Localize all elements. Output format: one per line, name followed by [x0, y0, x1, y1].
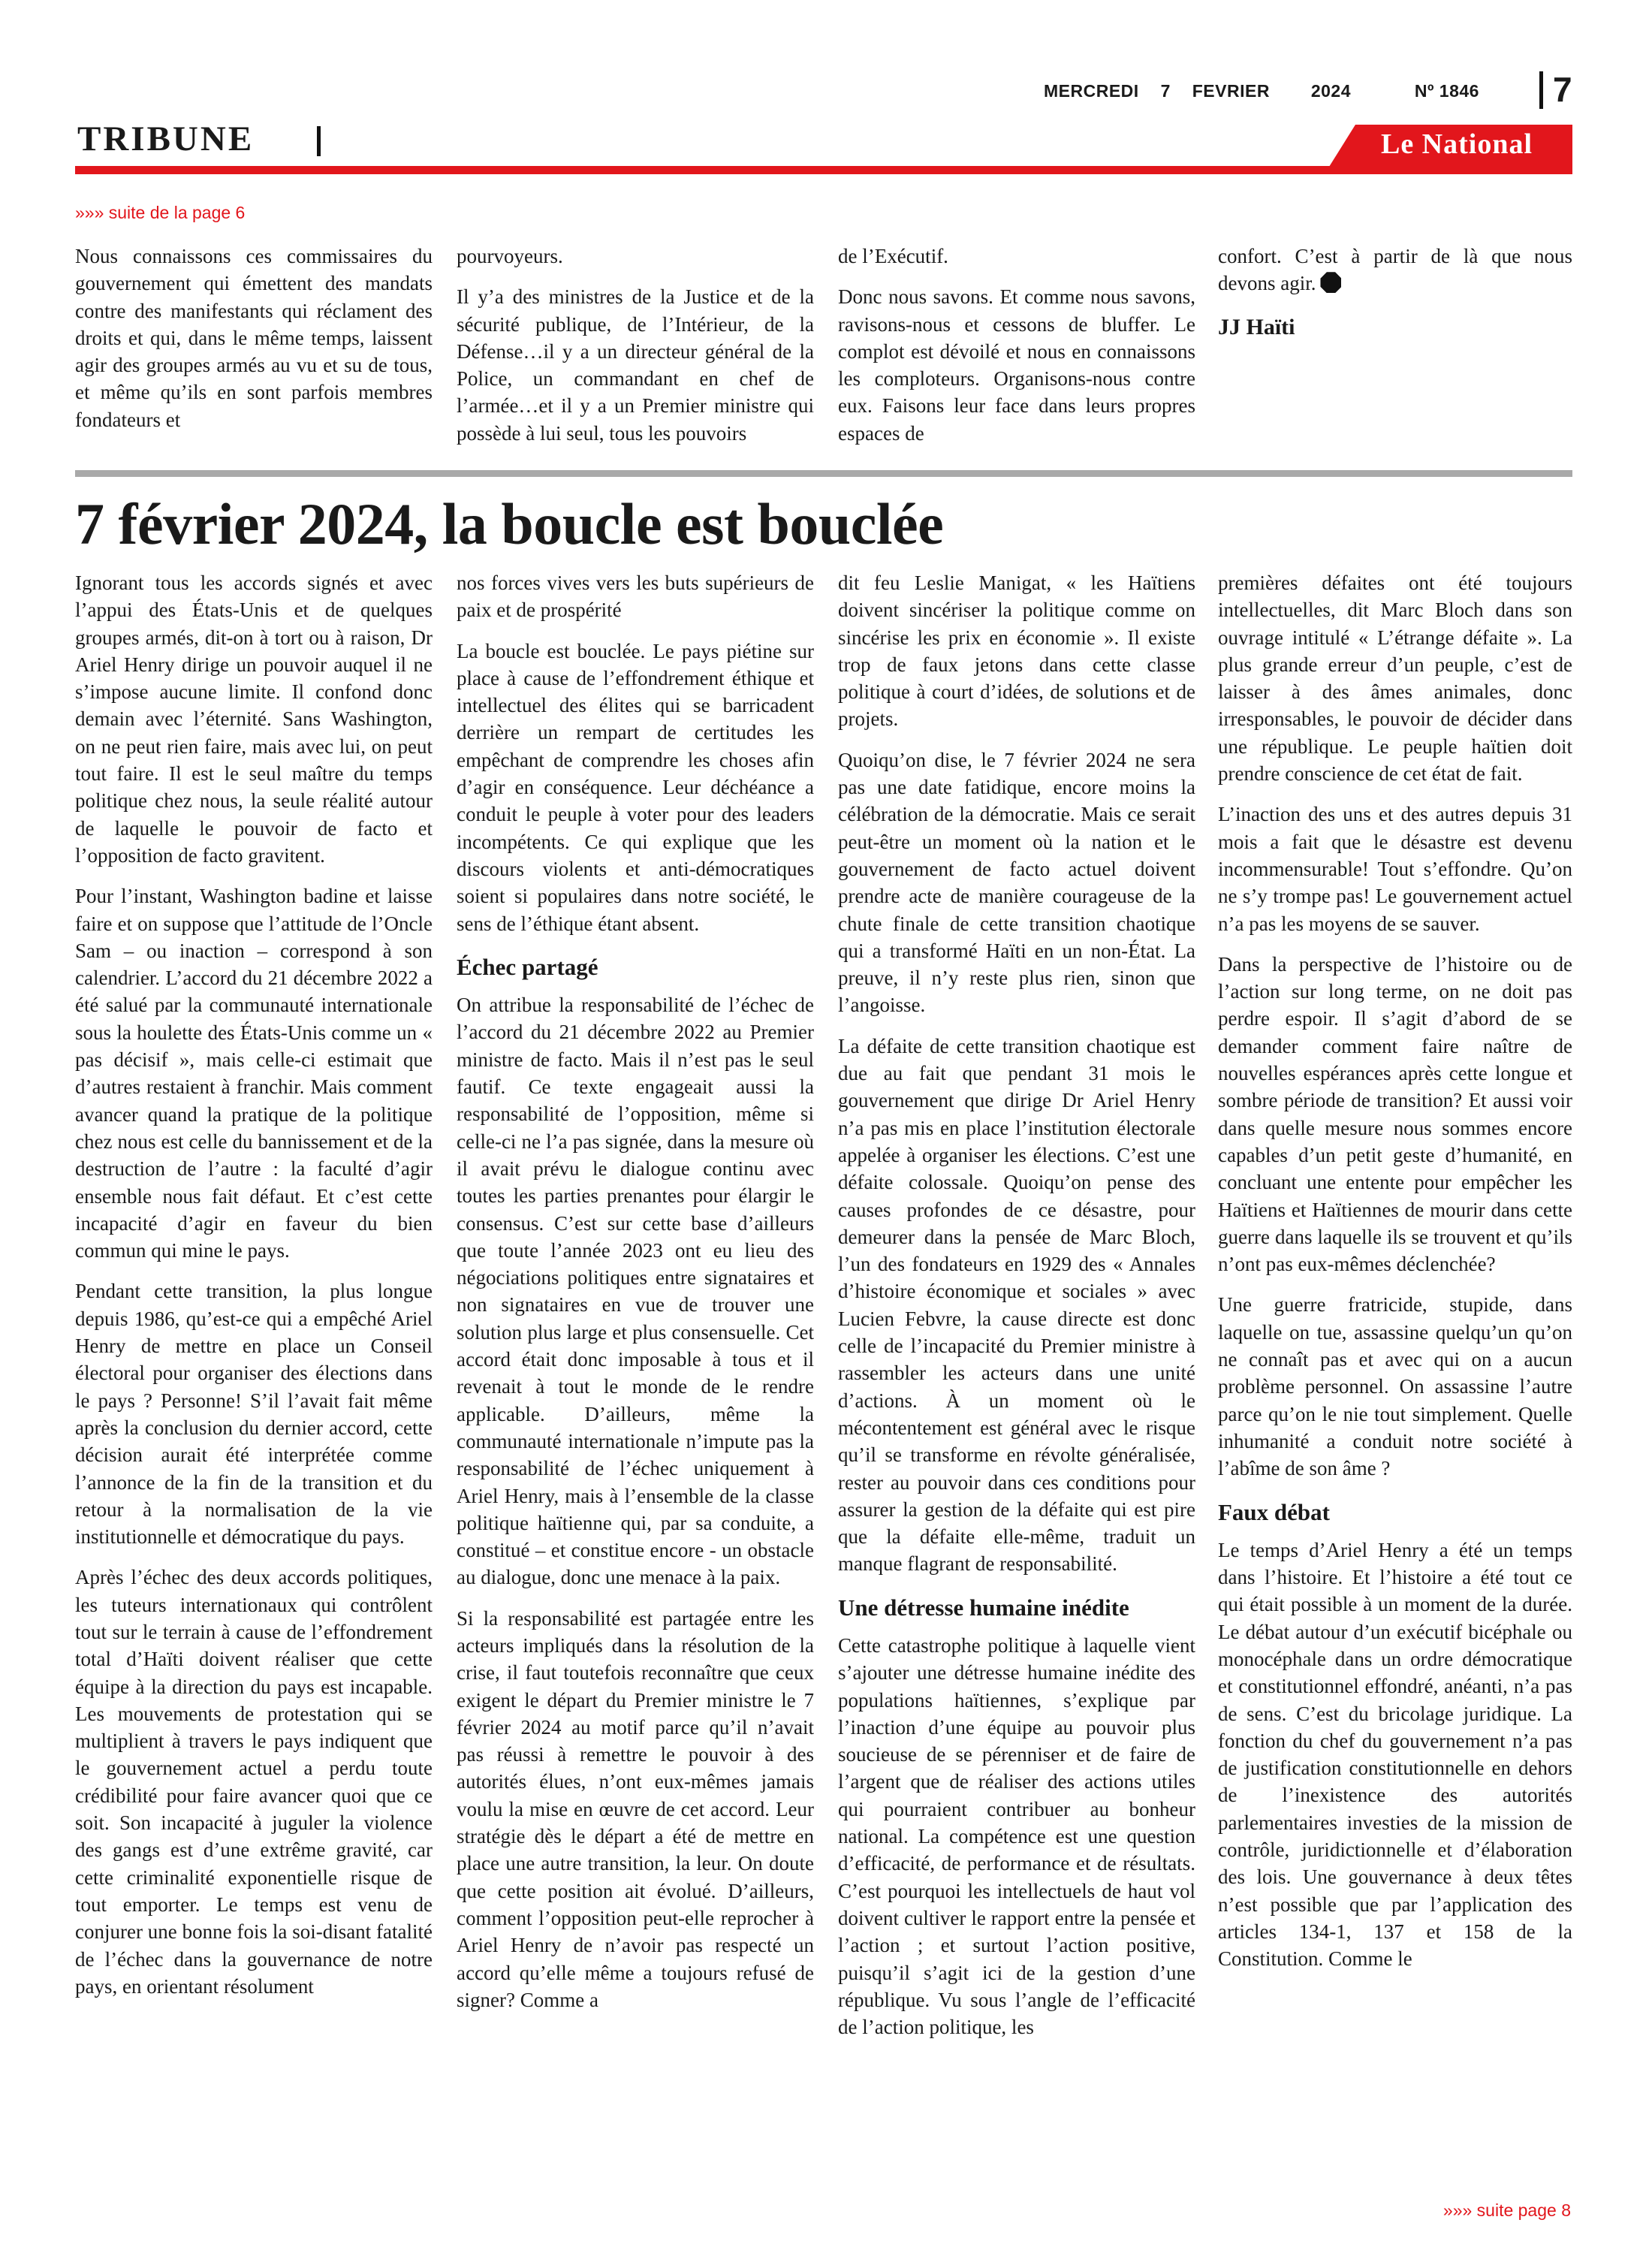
main-column-2	[457, 569, 814, 2013]
top-column-3	[838, 243, 1195, 447]
author-signature: JJ Haïti	[1218, 314, 1295, 339]
paragraph: Ignorant tous les accords signés et avec l’appui des États-Unis et de quelques groupes armés, dit-on à tort ou à raison, Dr Ariel Henry dirige un pouvoir auquel il ne s’impose aucune limite. Il confond donc demain avec l’éternité. Sans Washington, on ne peut rien faire, mais avec lui, on peut tout faire. Il est le seul maître du temps politique chez nous, la seule réalité autour de laquelle le pouvoir de facto et l’opposition de facto gravitent.	[75, 572, 433, 867]
header-rule	[75, 166, 1572, 174]
paragraph: Il y’a des ministres de la Justice et de la sécurité publique, de l’Intérieur, de la Défense…il y a un directeur général de la Police, un commandant en chef de l’armée…et il y a un Premier ministre qui possède à lui seul, tous les pouvoirs	[457, 285, 814, 445]
issue-year: 2024	[1310, 81, 1351, 101]
paragraph: nos forces vives vers les buts supérieurs de paix et de prospérité	[457, 572, 814, 622]
paragraph: Dans la perspective de l’histoire ou de l’action sur long terme, on ne doit pas perdre espoir. Il s’agit d’abord de se demander comment faire naître de nouvelles espérances après cette longue et sombre période de transition? Et aussi voir dans quelle mesure nous sommes encore capables d’un petit geste d’humanité, en concluant une entente pour empêcher les Haïtiens et Haïtiennes de mourir dans cette guerre dans laquelle ils se trouvent et qu’ils n’ont pas eux-mêmes déclenchée?	[1218, 952, 1572, 1276]
paragraph: Nous connaissons ces commissaires du gouvernement qui émettent des mandats contre des manifestants qui réclament des droits et qui, dans le même temps, laissent agir des groupes armés au vu et su de tous, et même qu’ils en sont parfois membres fondateurs et	[75, 245, 433, 431]
subheading: Faux débat	[1218, 1498, 1330, 1525]
paragraph: La boucle est bouclée. Le pays piétine sur place à cause de l’effondrement éthique et intellectuel des élites qui se barricadent derrière un rempart de certitudes les empêchant de comprendre les choses afin d’agir en conséquence. Leur déchéance a conduit le peuple à voter pour des leaders incompétents. Ce qui explique que les discours violents et anti-démocratiques soient si populaires dans notre société, le sens de l’éthique étant absent.	[457, 639, 814, 935]
paragraph: confort. C’est à partir de là que nous devons agir.	[1218, 245, 1572, 295]
issue-month: FEVRIER	[1192, 81, 1270, 101]
paragraph: Après l’échec des deux accords politiques, les tuteurs internationaux qui contrôlent tout sur le terrain à cause de l’effondrement total d’Haïti doivent réaliser que cette équipe à la direction du pays est incapable. Les mouvements de protestation qui se multiplient à travers le pays indiquent que le gouvernement actuel a perdu toute crédibilité pour faire avancer quoi que ce soit. Son incapacité à juguler la violence des gangs est d’une extrême gravité, car cette criminalité exponentielle risque de tout emporter. Le temps est venu de conjurer une bonne fois la soi-disant fatalité de l’échec dans la gouvernance de notre pays, en orientant résolument	[75, 1566, 433, 1998]
paragraph: dit feu Leslie Manigat, « les Haïtiens doivent sincériser la politique comme on sincérise les prix en économie ». Il existe trop de faux jetons dans cette classe politique à court d’idées, de solutions et de projets.	[838, 572, 1195, 731]
paragraph: Quoiqu’on dise, le 7 février 2024 ne sera pas une date fatidique, encore moins la célébration de la démocratie. Mais ce serait peut-être un moment où la nation et le gouvernement de facto actuel doivent prendre acte de manière courageuse de la chute finale de cette transition chaotique qui a transformé Haïti en un non-État. La preuve, il n’y reste plus rien, sinon que l’angoisse.	[838, 748, 1195, 1017]
brand-logo: Le National	[1380, 128, 1533, 160]
header-divider	[1539, 71, 1543, 109]
continued-from: »»» suite de la page 6	[75, 203, 246, 222]
paragraph: On attribue la responsabilité de l’échec de l’accord du 21 décembre 2022 au Premier ministre de facto. Mais il n’est pas le seul fautif. Ce texte engageait aussi la responsabilité de l’opposition, même si celle-ci ne l’a pas signée, dans la mesure où il avait prévu le dialogue continu avec toutes les parties prenantes pour élargir le consensus. C’est sur cette base d’ailleurs que toute l’année 2023 ont eu lieu des négociations politiques entre signataires et non signataires en vue de trouver une solution plus large et plus consensuelle. Cet accord était donc imposable à tous et il revenait à tout le monde de le rendre applicable. D’ailleurs, même la communauté internationale n’impute pas la responsabilité de l’échec uniquement à Ariel Henry, mais à l’ensemble de la classe politique haïtienne qui, par sa conduite, a constitué – et constitue encore - un obstacle au dialogue, donc une menace à la paix.	[457, 994, 814, 1589]
top-column-4	[1218, 243, 1572, 341]
subheading: Une détresse humaine inédite	[838, 1594, 1129, 1621]
issue-date-number: 7	[1160, 81, 1171, 101]
paragraph: de l’Exécutif.	[838, 245, 948, 267]
issue-dateline	[1044, 81, 1494, 101]
section-divider	[317, 126, 321, 156]
section-title: TRIBUNE	[77, 119, 255, 158]
paragraph: pourvoyeurs.	[457, 245, 563, 267]
page-number: 7	[1553, 70, 1572, 109]
paragraph: Une guerre fratricide, stupide, dans laquelle on tue, assassine quelqu’un qu’on ne connaît pas et avec qui on a aucun problème personnel. On assassine l’autre parce qu’on le nie tout simplement. Quelle inhumanité a conduit notre société à l’abîme de son âme ?	[1218, 1293, 1572, 1480]
subheading: Échec partagé	[457, 953, 598, 980]
continued-to: »»» suite page 8	[1442, 2200, 1571, 2220]
top-column-1	[75, 243, 433, 433]
end-mark-icon	[1320, 272, 1341, 293]
main-column-4	[1218, 569, 1572, 1973]
paragraph: Donc nous savons. Et comme nous savons, ravisons-nous et cessons de bluffer. Le complot est dévoilé et nous en connaissons les comploteurs. Organisons-nous contre eux. Faisons leur face dans leurs propres espaces de	[838, 285, 1195, 445]
closing-paragraph	[1218, 243, 1572, 297]
paragraph: Pour l’instant, Washington badine et laisse faire et on suppose que l’attitude de l’Oncle Sam – ou inaction – correspond à son calendrier. L’accord du 21 décembre 2022 a été salué par la communauté internationale sous la houlette des États-Unis comme un « pas décisif », mais celle-ci estimait que d’autres restaient à franchir. Mais comment avancer quand la pratique de la politique chez nous est celle du bannissement et de la destruction de l’autre : la faculté d’agir ensemble nous fait défaut. Et c’est cette incapacité d’agir en faveur du bien commun qui mine le pays.	[75, 885, 433, 1262]
paragraph: L’inaction des uns et des autres depuis 31 mois a fait que le désastre est devenu incommensurable! Tout s’effondre. Qu’on ne s’y trompe pas! Le gouvernement actuel n’a pas les moyens de se sauver.	[1218, 803, 1572, 935]
paragraph: Le temps d’Ariel Henry a été un temps dans l’histoire. Et l’histoire a été tout ce qui était possible à un moment de la durée. Le débat autour d’un exécutif bicéphale ou monocéphale dans un ordre démocratique et constitutionnel effondré, anéanti, n’a pas de sens. C’est du bricolage juridique. La fonction du chef du gouvernement n’a pas de justification constitutionnelle en dehors de l’inexistence des autorités parlementaires investies de la mission de contrôle, juridictionnelle et d’élaboration des lois. Une gouvernance à deux têtes n’est possible que par l’application des articles 134-1, 137 et 158 de la Constitution. Comme le	[1218, 1538, 1572, 1971]
main-column-3	[838, 569, 1195, 2040]
issue-day: MERCREDI	[1044, 81, 1139, 101]
paragraph: Cette catastrophe politique à laquelle vient s’ajouter une détresse humaine inédite des populations haïtiennes, s’explique par l’inaction d’une équipe au pouvoir plus soucieuse de se pérenniser et de faire de l’argent que de réaliser des actions utiles qui pourraient contribuer au bonheur national. La compétence est une question d’efficacité, de performance et de résultats. C’est pourquoi les intellectuels de haut vol doivent cultiver le rapport entre la pensée et l’action ; et surtout l’action positive, puisqu’il s’agit ici de la gestion d’une république. Vu sous l’angle de l’efficacité de l’action politique, les	[838, 1633, 1195, 2039]
headline: 7 février 2024, la boucle est bouclée	[75, 491, 944, 556]
paragraph: premières défaites ont été toujours intellectuelles, dit Marc Bloch dans son ouvrage intitulé « L’étrange défaite ». La plus grande erreur d’un peuple, c’est de laisser à des âmes animales, donc irresponsables, le pouvoir de décider dans une république. Le peuple haïtien doit prendre conscience de cet état de fait.	[1218, 572, 1572, 786]
top-column-2	[457, 243, 814, 447]
paragraph: La défaite de cette transition chaotique est due au fait que pendant 31 mois le gouvernement que dirige Dr Ariel Henry n’a pas mis en place l’institution électorale appelée à organiser les élections. C’est une défaite colossale. Quoiqu’on pense des causes profondes de ce désastre, pour demeurer dans la pensée de Marc Bloch, l’un des fondateurs en 1929 des « Annales d’histoire économique et sociales » avec Lucien Febvre, la cause directe est donc celle de l’incapacité du Premier ministre à rassembler les acteurs dans une unité d’actions. À un moment où le mécontentement est général avec le risque qu’il se transforme en révolte généralisée, rester au pouvoir dans ces conditions pour assurer la gestion de la défaite qui est pire que la défaite elle-même, traduit un manque flagrant de responsabilité.	[838, 1034, 1195, 1576]
main-column-1	[75, 569, 433, 2000]
article-separator	[75, 470, 1572, 477]
paragraph: Si la responsabilité est partagée entre les acteurs impliqués dans la résolution de la crise, il faut toutefois reconnaître que ceux exigent le départ du Premier ministre le 7 février 2024 au motif parce qu’il n’avait pas réussi à remettre le pouvoir à des autorités élues, n’ont eux-mêmes jamais voulu la mise en œuvre de cet accord. Leur stratégie dès le départ a été de mettre en place une autre transition, la leur. On doute que cette position ait évolué. D’ailleurs, comment l’opposition peut-elle reprocher à Ariel Henry de n’avoir pas respecté un accord qu’elle même a toujours refusé de signer? Comme a	[457, 1606, 814, 2011]
paragraph: Pendant cette transition, la plus longue depuis 1986, qu’est-ce qui a empêché Ariel Henry de mettre en place un Conseil électoral pour organiser des élections dans le pays ? Personne! S’il l’avait fait même après la conclusion du dernier accord, cette décision aurait été interprétée comme l’annonce de la fin de la transition et du retour à la normalisation de la vie institutionnelle et démocratique du pays.	[75, 1280, 433, 1549]
issue-number: Nº 1846	[1414, 81, 1479, 101]
